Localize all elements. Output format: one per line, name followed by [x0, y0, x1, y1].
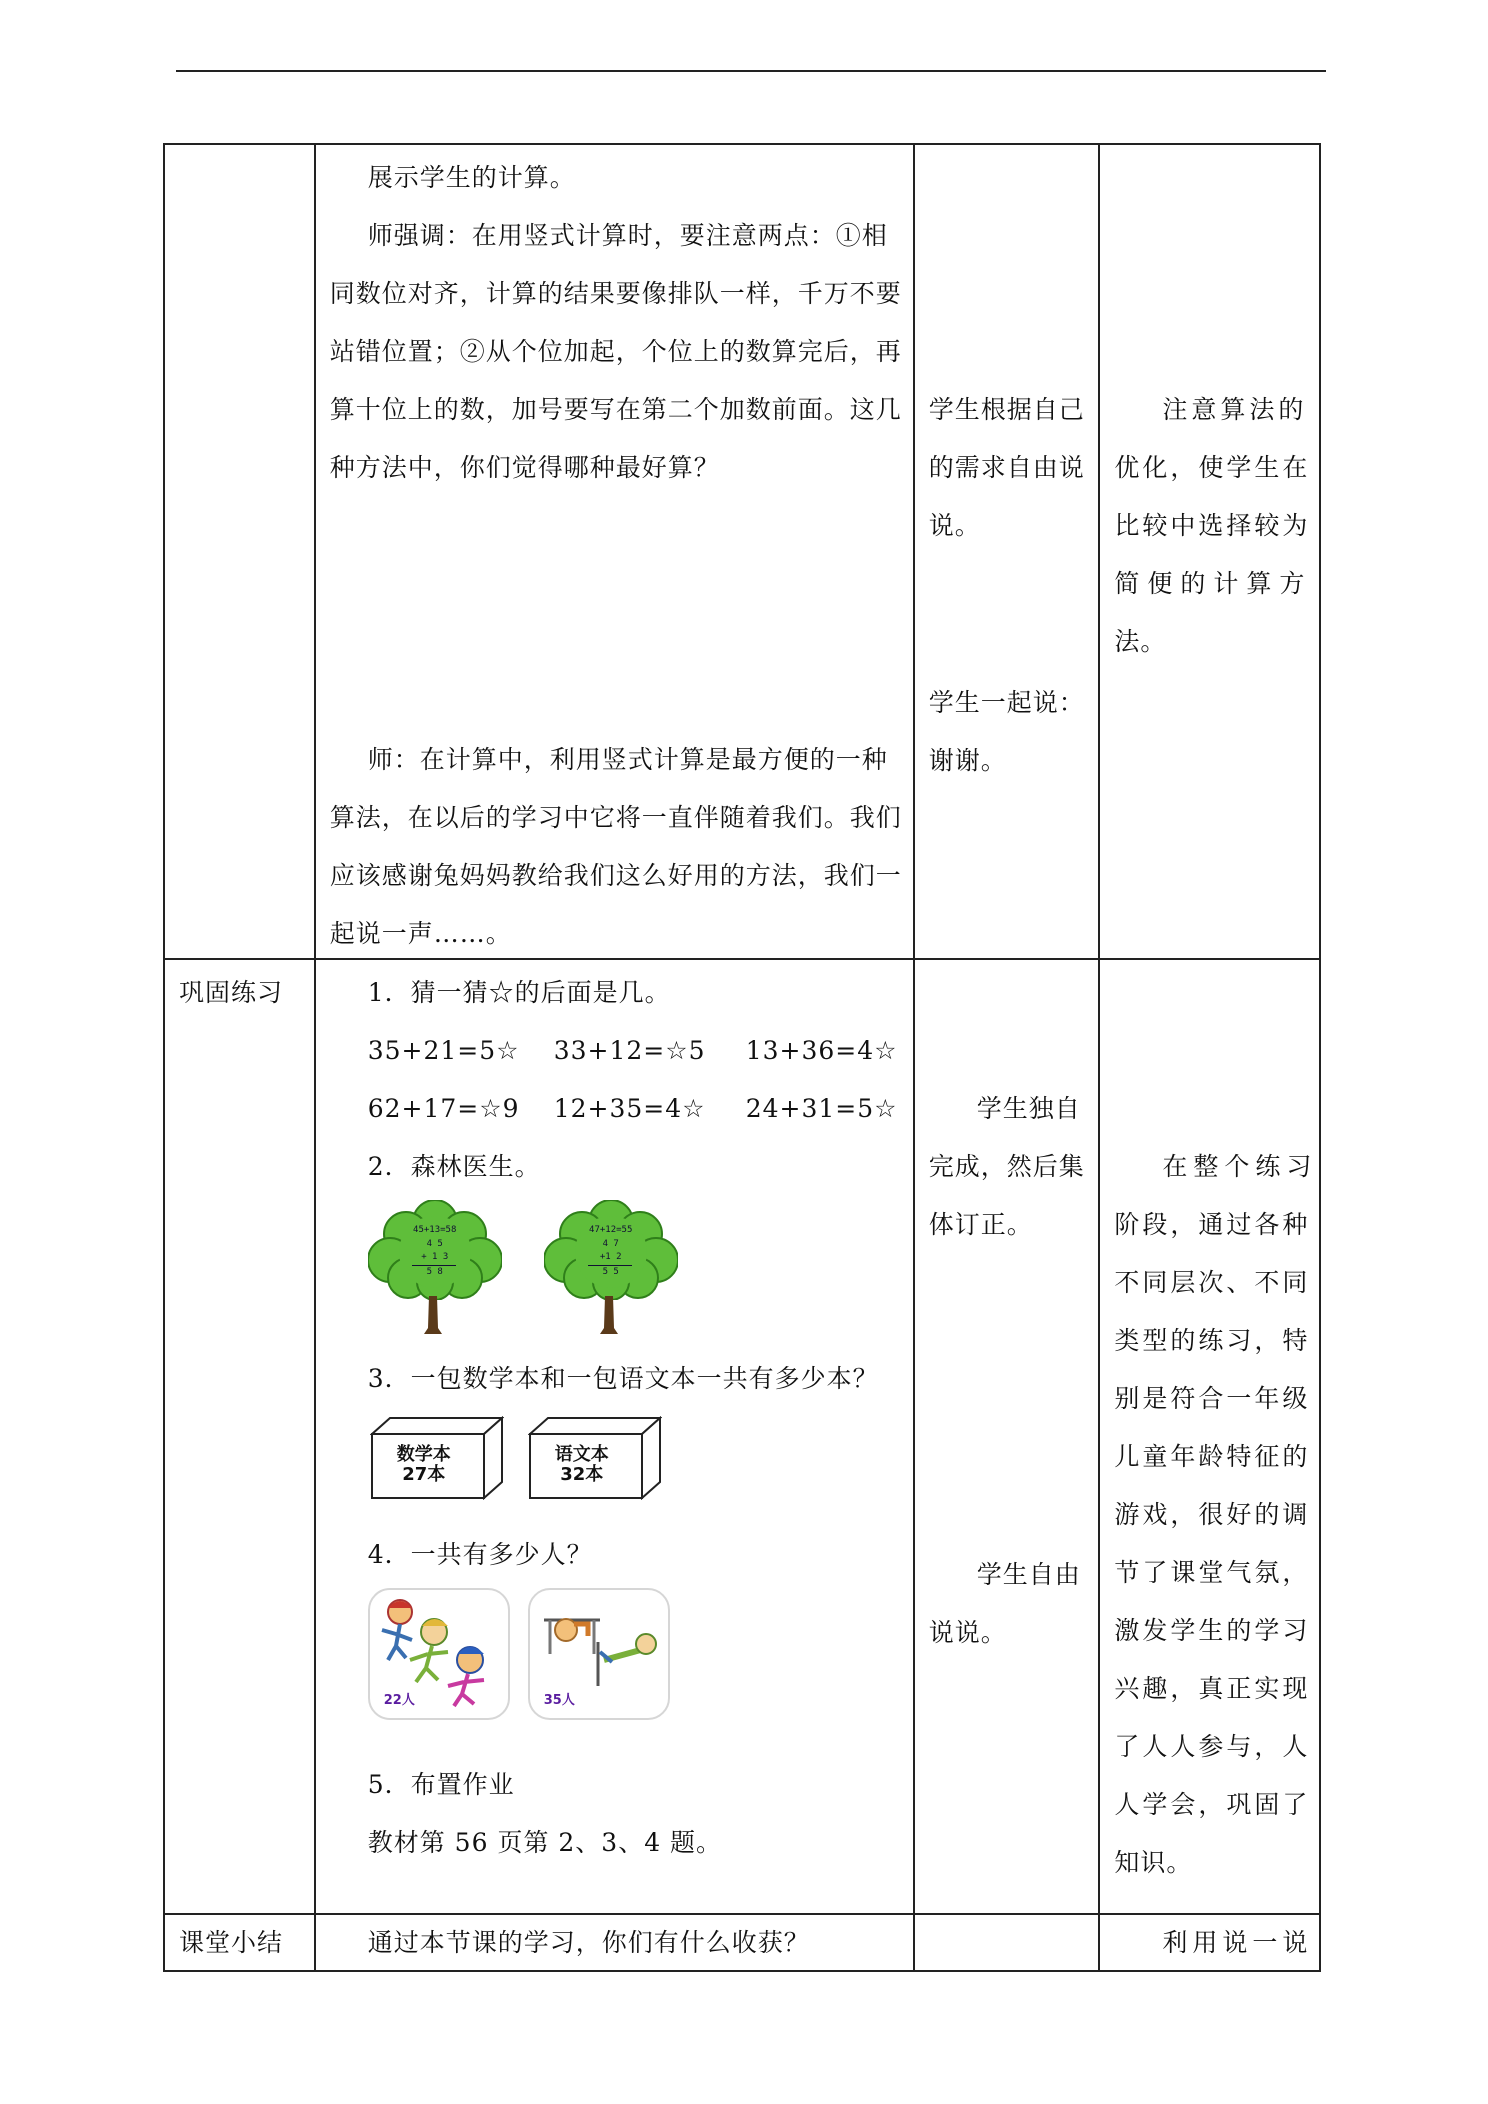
book-box-math: [370, 1416, 504, 1500]
text-line: 通过本节课的学习，你们有什么收获？: [367, 1928, 810, 1957]
question-3: 3．一包数学本和一包语文本一共有多少本？: [367, 1364, 879, 1393]
table-row: [165, 1915, 1319, 1970]
tree-digit: 4 7: [602, 1239, 619, 1249]
stage-cell: [165, 145, 316, 958]
exercising-kids-picture: [528, 1588, 670, 1720]
text-line: 站错位置；②从个位加起，个位上的数算完后，再: [329, 337, 902, 366]
text-line: 阶段，通过各种: [1114, 1210, 1311, 1239]
tree-picture: [544, 1200, 678, 1338]
text-line: 说说。: [928, 1618, 1007, 1647]
question-1: 1．猜一猜☆的后面是几。: [367, 978, 671, 1007]
equation: 12+35=4☆: [553, 1094, 706, 1123]
text-line: 法。: [1114, 627, 1167, 656]
book-name: 数学本: [396, 1444, 451, 1465]
book-name: 语文本: [554, 1444, 609, 1465]
text-line: 体订正。: [928, 1210, 1033, 1239]
text-line: 谢谢。: [928, 746, 1007, 775]
book-count: 32本: [560, 1464, 604, 1485]
tree-digit: 4 5: [426, 1239, 443, 1249]
text-line: 兴趣，真正实现: [1114, 1674, 1311, 1703]
text-line: 应该感谢兔妈妈教给我们这么好用的方法，我们一: [329, 861, 902, 890]
text-line: 利用说一说: [1162, 1928, 1313, 1957]
header-rule: [176, 70, 1326, 72]
tree-equation: 47+12=55: [589, 1225, 633, 1235]
text-line: 儿童年龄特征的: [1114, 1442, 1311, 1471]
tree-digit: 5 8: [426, 1267, 443, 1277]
tree-equation: 45+13=58: [413, 1225, 457, 1235]
text-line: 种方法中，你们觉得哪种最好算？: [329, 453, 720, 482]
tree-crown: [544, 1200, 678, 1300]
intent-cell: [1100, 145, 1319, 958]
intent-cell: [1100, 960, 1319, 1913]
question-4: 4．一共有多少人？: [367, 1540, 593, 1569]
text-line: 类型的练习，特: [1114, 1326, 1311, 1355]
tree-crown: [368, 1200, 502, 1300]
stage-cell: [165, 1915, 316, 1970]
text-line: 学生根据自己: [928, 395, 1085, 424]
intent-cell: [1100, 1915, 1319, 1970]
text-line: 完成，然后集: [928, 1152, 1085, 1181]
stage-label: 课堂小结: [179, 1928, 284, 1957]
people-count: 22人: [383, 1693, 415, 1708]
table-row: [165, 960, 1319, 1915]
tree-rule: [588, 1265, 632, 1266]
tree-digit: +1 2: [599, 1252, 622, 1262]
student-cell: [915, 145, 1101, 958]
tree-picture: [368, 1200, 502, 1338]
book-box-chinese: [528, 1416, 662, 1500]
equation: 13+36=4☆: [745, 1036, 898, 1065]
tree-rule: [412, 1265, 456, 1266]
text-line: 激发学生的学习: [1114, 1616, 1311, 1645]
teaching-cell: [316, 1915, 915, 1970]
stage-cell: [165, 960, 316, 1913]
text-line: 别是符合一年级: [1114, 1384, 1311, 1413]
text-line: 算十位上的数，加号要写在第二个加数前面。这几: [329, 395, 902, 424]
tree-trunk: [600, 1296, 618, 1334]
text-line: 了人人参与，人: [1114, 1732, 1311, 1761]
text-line: 比较中选择较为: [1114, 511, 1311, 540]
text-line: 学生独自: [976, 1094, 1081, 1123]
text-line: 同数位对齐，计算的结果要像排队一样，千万不要: [329, 279, 902, 308]
equation: 62+17=☆9: [367, 1094, 520, 1123]
text-line: 人学会，巩固了: [1114, 1790, 1311, 1819]
text-line: 简便的计算方: [1114, 569, 1313, 598]
stage-label: 巩固练习: [179, 978, 284, 1007]
text-line: 的需求自由说: [928, 453, 1085, 482]
equation: 24+31=5☆: [745, 1094, 898, 1123]
student-cell: [915, 1915, 1101, 1970]
tree-digit: 5 5: [602, 1267, 619, 1277]
tree-trunk: [424, 1296, 442, 1334]
text-line: 展示学生的计算。: [367, 163, 576, 192]
running-kids-picture: [368, 1588, 510, 1720]
text-line: 师：在计算中，利用竖式计算是最方便的一种: [367, 745, 888, 774]
teaching-cell: [316, 145, 915, 958]
teaching-cell: [316, 960, 915, 1913]
people-count: 35人: [543, 1693, 575, 1708]
text-line: 不同层次、不同: [1114, 1268, 1311, 1297]
text-line: 优化，使学生在: [1114, 453, 1311, 482]
text-line: 游戏，很好的调: [1114, 1500, 1311, 1529]
text-line: 学生一起说：: [928, 688, 1085, 717]
question-2: 2．森林医生。: [367, 1152, 541, 1181]
text-line: 学生自由: [976, 1560, 1081, 1589]
text-line: 说。: [928, 511, 981, 540]
text-line: 师强调：在用竖式计算时，要注意两点：①相: [367, 221, 888, 250]
book-count: 27本: [402, 1464, 446, 1485]
question-5: 5．布置作业: [367, 1770, 515, 1799]
text-line: 起说一声……。: [329, 919, 512, 948]
lesson-table: [163, 143, 1321, 1972]
text-line: 节了课堂气氛，: [1114, 1558, 1311, 1587]
equation: 33+12=☆5: [553, 1036, 706, 1065]
text-line: 算法，在以后的学习中它将一直伴随着我们。我们: [329, 803, 902, 832]
equation: 35+21=5☆: [367, 1036, 520, 1065]
text-line: 注意算法的: [1162, 395, 1308, 424]
text-line: 在整个练习: [1162, 1152, 1318, 1181]
tree-digit: + 1 3: [421, 1252, 449, 1262]
homework-text: 教材第 56 页第 2、3、4 题。: [367, 1828, 723, 1857]
text-line: 知识。: [1114, 1848, 1193, 1877]
table-row: [165, 145, 1319, 960]
student-cell: [915, 960, 1101, 1913]
